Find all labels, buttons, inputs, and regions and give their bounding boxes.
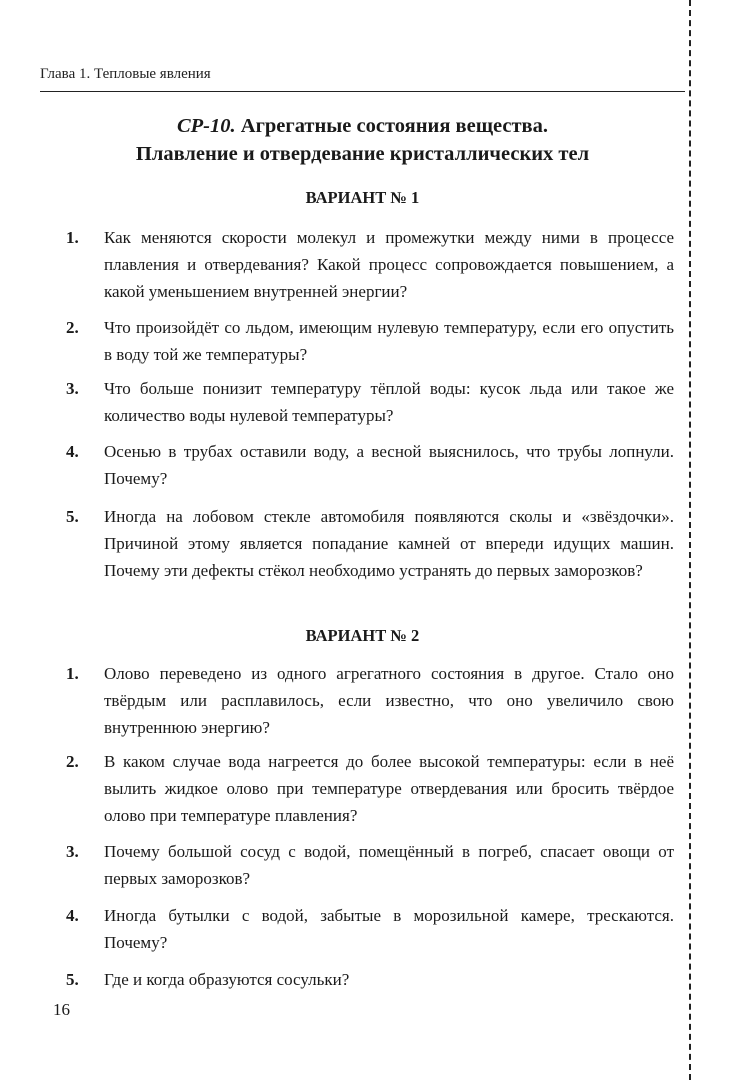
page-number: 16 bbox=[53, 1000, 70, 1019]
running-header: Глава 1. Тепловые явления bbox=[40, 66, 211, 82]
title-line1: Агрегатные состояния вещества. bbox=[235, 115, 548, 137]
question-text: Как меняются скорости молекул и промежутки между ними в процессе плавления и отвердевания? Какой процесс сопровождается повышением, а какой уменьшением внутренней энергии? bbox=[104, 228, 674, 301]
question-item bbox=[66, 314, 674, 368]
question-number: 4. bbox=[66, 442, 79, 461]
question-number: 5. bbox=[66, 970, 79, 989]
header-rule bbox=[40, 91, 685, 92]
question-text: В каком случае вода нагреется до более высокой температуры: если в неё вылить жидкое олово при температуре отвердевания или бросить твёрдое олово при температуре плавления? bbox=[104, 752, 674, 825]
question-item bbox=[66, 375, 674, 429]
variant-2-heading: ВАРИАНТ № 2 bbox=[305, 626, 420, 645]
title-code: СР-10. bbox=[176, 115, 236, 137]
page-title bbox=[40, 112, 685, 168]
cut-line-divider bbox=[689, 0, 691, 1080]
question-number: 2. bbox=[66, 752, 79, 771]
question-number: 2. bbox=[66, 318, 79, 337]
question-number: 1. bbox=[66, 664, 79, 683]
question-number: 4. bbox=[66, 906, 79, 925]
question-text: Иногда на лобовом стекле автомобиля появляются сколы и «звёздочки». Причиной этому является попадание камней от впереди идущих машин. Почему эти дефекты стёкол необходимо устранять до первых заморозков? bbox=[104, 507, 674, 580]
title-line2: Плавление и отвердевание кристаллических тел bbox=[135, 143, 590, 165]
question-item bbox=[66, 838, 674, 892]
question-text: Почему большой сосуд с водой, помещённый в погреб, спасает овощи от первых заморозков? bbox=[104, 842, 674, 888]
question-number: 3. bbox=[66, 379, 79, 398]
question-item bbox=[66, 660, 674, 741]
question-number: 5. bbox=[66, 507, 79, 526]
question-item bbox=[66, 966, 674, 993]
question-text: Олово переведено из одного агрегатного состояния в другое. Стало оно твёрдым или расплавилось, если известно, что оно увеличило свою внутреннюю энергию? bbox=[104, 664, 674, 737]
question-item bbox=[66, 224, 674, 305]
question-text: Где и когда образуются сосульки? bbox=[104, 970, 350, 989]
question-text: Осенью в трубах оставили воду, а весной выяснилось, что трубы лопнули. Почему? bbox=[104, 442, 674, 488]
question-number: 3. bbox=[66, 842, 79, 861]
question-text: Иногда бутылки с водой, забытые в морозильной камере, трескаются. Почему? bbox=[104, 906, 674, 952]
question-item bbox=[66, 902, 674, 956]
question-text: Что больше понизит температуру тёплой воды: кусок льда или такое же количество воды нулевой температуры? bbox=[104, 379, 674, 425]
variant-1-heading: ВАРИАНТ № 1 bbox=[305, 188, 420, 207]
question-item bbox=[66, 748, 674, 829]
question-number: 1. bbox=[66, 228, 79, 247]
question-text: Что произойдёт со льдом, имеющим нулевую температуру, если его опустить в воду той же температуры? bbox=[104, 318, 674, 364]
question-item bbox=[66, 438, 674, 492]
question-item bbox=[66, 503, 674, 584]
